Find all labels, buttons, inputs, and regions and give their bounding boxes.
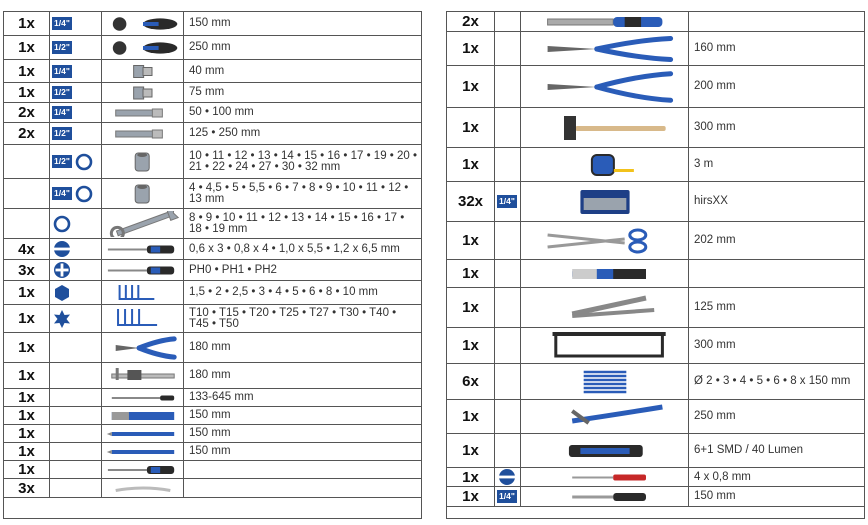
table-row bbox=[447, 468, 864, 487]
quantity-cell: 1x bbox=[447, 222, 495, 259]
tool-image-cell bbox=[102, 36, 184, 59]
drive-cell bbox=[495, 66, 521, 107]
slotted-icon bbox=[497, 467, 517, 487]
size-description: 4 x 0,8 mm bbox=[694, 470, 751, 483]
tool-image-cell bbox=[521, 288, 689, 327]
table-row bbox=[4, 123, 421, 145]
ring-icon bbox=[74, 184, 94, 204]
tool-image-cell bbox=[521, 400, 689, 433]
quantity-cell bbox=[4, 209, 50, 238]
extension-bar-icon bbox=[104, 125, 182, 143]
table-row bbox=[4, 479, 421, 498]
table-row bbox=[4, 209, 421, 239]
phillips-icon bbox=[52, 260, 72, 280]
drive-cell bbox=[50, 36, 102, 59]
universal-joint-icon bbox=[104, 85, 182, 101]
size-description: 6+1 SMD / 40 Lumen bbox=[694, 444, 803, 456]
drive-cell bbox=[50, 239, 102, 259]
extension-bar-icon bbox=[104, 105, 182, 121]
drive-cell bbox=[495, 364, 521, 399]
drive-cell bbox=[495, 222, 521, 259]
tool-image-cell bbox=[102, 239, 184, 259]
size-description: 250 mm bbox=[694, 410, 736, 422]
tool-image-cell bbox=[521, 260, 689, 287]
quantity-cell bbox=[4, 145, 50, 178]
table-row bbox=[4, 389, 421, 407]
drive-cell bbox=[50, 83, 102, 102]
ring-icon bbox=[74, 152, 94, 172]
flashlight-icon bbox=[523, 436, 687, 466]
quantity-cell: 3x bbox=[4, 260, 50, 280]
universal-joint-icon bbox=[104, 62, 182, 81]
table-row bbox=[447, 222, 864, 260]
tool-image-cell bbox=[102, 407, 184, 424]
tool-image-cell bbox=[102, 479, 184, 497]
quantity-cell: 2x bbox=[4, 103, 50, 122]
drive-cell bbox=[50, 145, 102, 178]
table-row bbox=[4, 12, 421, 36]
size-description: 180 mm bbox=[189, 369, 231, 381]
size-description bbox=[689, 12, 864, 31]
drive-cell bbox=[50, 209, 102, 238]
drive-size-badge: 1/4" bbox=[54, 107, 70, 117]
table-row bbox=[4, 239, 421, 260]
tool-image-cell bbox=[102, 363, 184, 388]
quantity-cell: 1x bbox=[4, 333, 50, 362]
chisel-icon bbox=[104, 409, 182, 423]
tool-image-cell bbox=[102, 103, 184, 122]
size-description: 4 • 4,5 • 5 • 5,5 • 6 • 7 • 8 • 9 • 10 • 11 • 12 • 13 mm bbox=[189, 181, 409, 205]
table-row bbox=[4, 443, 421, 461]
size-description: PH0 • PH1 • PH2 bbox=[189, 263, 277, 276]
quantity-cell: 1x bbox=[4, 443, 50, 460]
drive-cell bbox=[50, 123, 102, 144]
table-row bbox=[447, 12, 864, 32]
table-row bbox=[447, 434, 864, 468]
torx-icon bbox=[52, 309, 72, 329]
tape-measure-icon bbox=[523, 150, 687, 180]
tool-image-cell bbox=[102, 305, 184, 332]
size-description: 150 mm bbox=[189, 445, 231, 457]
long-nose-pliers-icon bbox=[523, 68, 687, 106]
table-row bbox=[447, 364, 864, 400]
quantity-cell: 1x bbox=[447, 328, 495, 363]
tool-image-cell bbox=[102, 179, 184, 208]
drive-size-badge: 1/4" bbox=[54, 18, 70, 28]
quantity-cell: 1x bbox=[4, 363, 50, 388]
drive-cell bbox=[495, 148, 521, 181]
quantity-cell: 1x bbox=[4, 281, 50, 304]
size-description: T10 • T15 • T20 • T25 • T27 • T30 • T40 • T45 • T50 bbox=[189, 306, 397, 330]
size-description: 150 mm bbox=[189, 427, 231, 439]
size-description: Ø 2 • 3 • 4 • 5 • 6 • 8 x 150 mm bbox=[694, 375, 851, 387]
quantity-cell: 1x bbox=[447, 260, 495, 287]
screwdriver-icon bbox=[104, 241, 182, 258]
tool-image-cell bbox=[102, 209, 184, 238]
quantity-cell: 1x bbox=[447, 434, 495, 467]
drive-cell bbox=[50, 60, 102, 82]
table-row bbox=[4, 461, 421, 479]
quantity-cell: 1x bbox=[4, 60, 50, 82]
ring-icon bbox=[52, 214, 72, 234]
tool-image-cell bbox=[102, 443, 184, 460]
size-description: 8 • 9 • 10 • 11 • 12 • 13 • 14 • 15 • 16 • 17 • 18 • 19 mm bbox=[189, 211, 405, 235]
screwdriver-icon bbox=[104, 262, 182, 279]
tool-image-cell bbox=[102, 60, 184, 82]
tire-lever-icon bbox=[104, 481, 182, 496]
size-description: 300 mm bbox=[694, 339, 736, 351]
bit-box-icon bbox=[523, 184, 687, 220]
table-row bbox=[4, 145, 421, 179]
tool-image-cell bbox=[521, 12, 689, 31]
quantity-cell: 1x bbox=[4, 389, 50, 406]
socket-icon bbox=[104, 181, 182, 207]
quantity-cell: 1x bbox=[447, 66, 495, 107]
ratchet-icon bbox=[104, 14, 182, 34]
torx-key-set-icon bbox=[104, 307, 182, 331]
tool-image-cell bbox=[102, 145, 184, 178]
drive-cell bbox=[50, 425, 102, 442]
drive-cell bbox=[50, 389, 102, 406]
tool-image-cell bbox=[102, 333, 184, 362]
pliers-icon bbox=[104, 335, 182, 361]
drive-cell bbox=[50, 461, 102, 478]
tool-image-cell bbox=[102, 83, 184, 102]
size-description bbox=[689, 260, 864, 287]
quantity-cell: 3x bbox=[4, 479, 50, 497]
quantity-cell: 1x bbox=[447, 468, 495, 486]
drive-size-badge: 1/4" bbox=[54, 65, 70, 76]
drive-size-badge: 1/4" bbox=[499, 196, 515, 206]
tool-image-cell bbox=[102, 260, 184, 280]
size-description: 10 • 11 • 12 • 13 • 14 • 15 • 16 • 17 • 19 • 20 • 21 • 22 • 24 • 27 • 30 • 32 mm bbox=[189, 149, 418, 173]
table-row bbox=[447, 328, 864, 364]
tool-image-cell bbox=[521, 364, 689, 399]
table-row bbox=[447, 260, 864, 288]
drive-cell bbox=[50, 179, 102, 208]
quantity-cell: 1x bbox=[447, 400, 495, 433]
drive-cell bbox=[495, 32, 521, 65]
hammer-icon bbox=[523, 110, 687, 146]
right-tool-table bbox=[446, 11, 865, 519]
drive-cell bbox=[495, 260, 521, 287]
size-description: 300 mm bbox=[694, 121, 736, 133]
pin-punch-set-icon bbox=[523, 366, 687, 398]
drive-cell bbox=[495, 12, 521, 31]
caliper-icon bbox=[104, 365, 182, 387]
quantity-cell: 2x bbox=[4, 123, 50, 144]
size-description: 125 mm bbox=[694, 301, 736, 313]
tool-image-cell bbox=[102, 123, 184, 144]
drive-cell bbox=[50, 12, 102, 35]
tool-image-cell bbox=[102, 389, 184, 406]
drive-cell bbox=[50, 305, 102, 332]
size-description: hirsXX bbox=[694, 195, 728, 207]
quantity-cell: 1x bbox=[4, 36, 50, 59]
size-description: 202 mm bbox=[694, 234, 736, 246]
table-row bbox=[447, 32, 864, 66]
drive-size-badge: 1/2" bbox=[54, 156, 70, 166]
size-description bbox=[184, 479, 421, 497]
size-description: 1,5 • 2 • 2,5 • 3 • 4 • 5 • 6 • 8 • 10 mm bbox=[189, 286, 378, 298]
quantity-cell: 2x bbox=[447, 12, 495, 31]
hex-icon bbox=[52, 283, 72, 303]
table-row bbox=[4, 36, 421, 60]
left-tool-table bbox=[3, 11, 422, 519]
tool-image-cell bbox=[521, 32, 689, 65]
drive-cell bbox=[50, 479, 102, 497]
table-row bbox=[4, 305, 421, 333]
tool-image-cell bbox=[521, 468, 689, 486]
drive-cell bbox=[495, 487, 521, 506]
drive-cell bbox=[495, 328, 521, 363]
quantity-cell: 1x bbox=[4, 461, 50, 478]
quantity-cell: 1x bbox=[447, 288, 495, 327]
quantity-cell: 1x bbox=[4, 425, 50, 442]
file-icon bbox=[523, 14, 687, 30]
size-description: 0,6 x 3 • 0,8 x 4 • 1,0 x 5,5 • 1,2 x 6,5 mm bbox=[189, 242, 400, 255]
tool-image-cell bbox=[521, 328, 689, 363]
table-row bbox=[447, 400, 864, 434]
punch-icon bbox=[104, 445, 182, 459]
table-row bbox=[4, 260, 421, 281]
cutter-knife-icon bbox=[523, 262, 687, 286]
table-row bbox=[4, 333, 421, 363]
table-row bbox=[4, 363, 421, 389]
drive-cell bbox=[495, 434, 521, 467]
drive-size-badge: 1/4" bbox=[54, 188, 70, 198]
bit-holder-icon bbox=[523, 489, 687, 505]
pipe-wrench-icon bbox=[523, 402, 687, 432]
tool-image-cell bbox=[521, 182, 689, 221]
table-row bbox=[4, 179, 421, 209]
table-row bbox=[4, 281, 421, 305]
drive-cell bbox=[50, 333, 102, 362]
quantity-cell: 1x bbox=[447, 108, 495, 147]
size-description: 3 m bbox=[694, 158, 714, 170]
table-row bbox=[4, 103, 421, 123]
drive-size-badge: 1/2" bbox=[54, 42, 70, 52]
size-description bbox=[184, 461, 421, 478]
hex-key-set-icon bbox=[104, 283, 182, 303]
side-cutter-icon bbox=[523, 34, 687, 64]
tool-image-cell bbox=[102, 12, 184, 35]
table-row bbox=[447, 66, 864, 108]
size-description: 125 • 250 mm bbox=[189, 127, 261, 139]
table-row bbox=[4, 83, 421, 103]
punch-icon bbox=[104, 427, 182, 441]
quantity-cell: 32x bbox=[447, 182, 495, 221]
drive-cell bbox=[495, 182, 521, 221]
ratchet-icon bbox=[104, 38, 182, 58]
quantity-cell: 1x bbox=[447, 487, 495, 506]
quantity-cell: 1x bbox=[4, 407, 50, 424]
table-row bbox=[4, 425, 421, 443]
tool-image-cell bbox=[102, 425, 184, 442]
quantity-cell: 1x bbox=[4, 305, 50, 332]
screwdriver-icon bbox=[104, 463, 182, 477]
size-description: 40 mm bbox=[189, 64, 225, 77]
drive-cell bbox=[50, 260, 102, 280]
size-description: 250 mm bbox=[189, 41, 231, 53]
tool-image-cell bbox=[521, 487, 689, 506]
quantity-cell bbox=[4, 179, 50, 208]
drive-cell bbox=[50, 281, 102, 304]
quantity-cell: 4x bbox=[4, 239, 50, 259]
size-description: 160 mm bbox=[694, 42, 736, 54]
tool-image-cell bbox=[521, 148, 689, 181]
size-description: 150 mm bbox=[189, 17, 231, 29]
drive-size-badge: 1/2" bbox=[54, 87, 70, 97]
drive-cell bbox=[495, 108, 521, 147]
quantity-cell: 6x bbox=[447, 364, 495, 399]
drive-size-badge: 1/2" bbox=[54, 128, 70, 138]
locking-pliers-icon bbox=[523, 290, 687, 326]
drive-size-badge: 1/4" bbox=[499, 491, 515, 501]
size-description: 133-645 mm bbox=[189, 391, 254, 403]
quantity-cell: 1x bbox=[447, 32, 495, 65]
table-row bbox=[4, 407, 421, 425]
drive-cell bbox=[50, 103, 102, 122]
telescopic-magnet-icon bbox=[104, 391, 182, 405]
quantity-cell: 1x bbox=[4, 12, 50, 35]
tool-image-cell bbox=[102, 461, 184, 478]
tool-image-cell bbox=[521, 434, 689, 467]
tool-image-cell bbox=[521, 222, 689, 259]
scissors-icon bbox=[523, 224, 687, 258]
drive-cell bbox=[50, 443, 102, 460]
size-description: 200 mm bbox=[694, 80, 736, 92]
drive-cell bbox=[495, 468, 521, 486]
table-row bbox=[4, 60, 421, 83]
drive-cell bbox=[495, 400, 521, 433]
tool-image-cell bbox=[102, 281, 184, 304]
hacksaw-icon bbox=[523, 330, 687, 362]
size-description: 180 mm bbox=[189, 341, 231, 353]
table-row bbox=[447, 148, 864, 182]
quantity-cell: 1x bbox=[447, 148, 495, 181]
table-row bbox=[447, 108, 864, 148]
tool-image-cell bbox=[521, 66, 689, 107]
table-row bbox=[447, 487, 864, 507]
socket-icon bbox=[104, 147, 182, 177]
drive-cell bbox=[50, 407, 102, 424]
size-description: 150 mm bbox=[694, 490, 736, 502]
size-description: 50 • 100 mm bbox=[189, 106, 254, 118]
voltage-tester-icon bbox=[523, 470, 687, 485]
drive-cell bbox=[50, 363, 102, 388]
table-row bbox=[447, 182, 864, 222]
drive-cell bbox=[495, 288, 521, 327]
table-row bbox=[447, 288, 864, 328]
tool-image-cell bbox=[521, 108, 689, 147]
size-description: 75 mm bbox=[189, 86, 225, 98]
size-description: 150 mm bbox=[189, 409, 231, 421]
quantity-cell: 1x bbox=[4, 83, 50, 102]
slotted-icon bbox=[52, 239, 72, 259]
combination-wrench-icon bbox=[104, 211, 182, 237]
